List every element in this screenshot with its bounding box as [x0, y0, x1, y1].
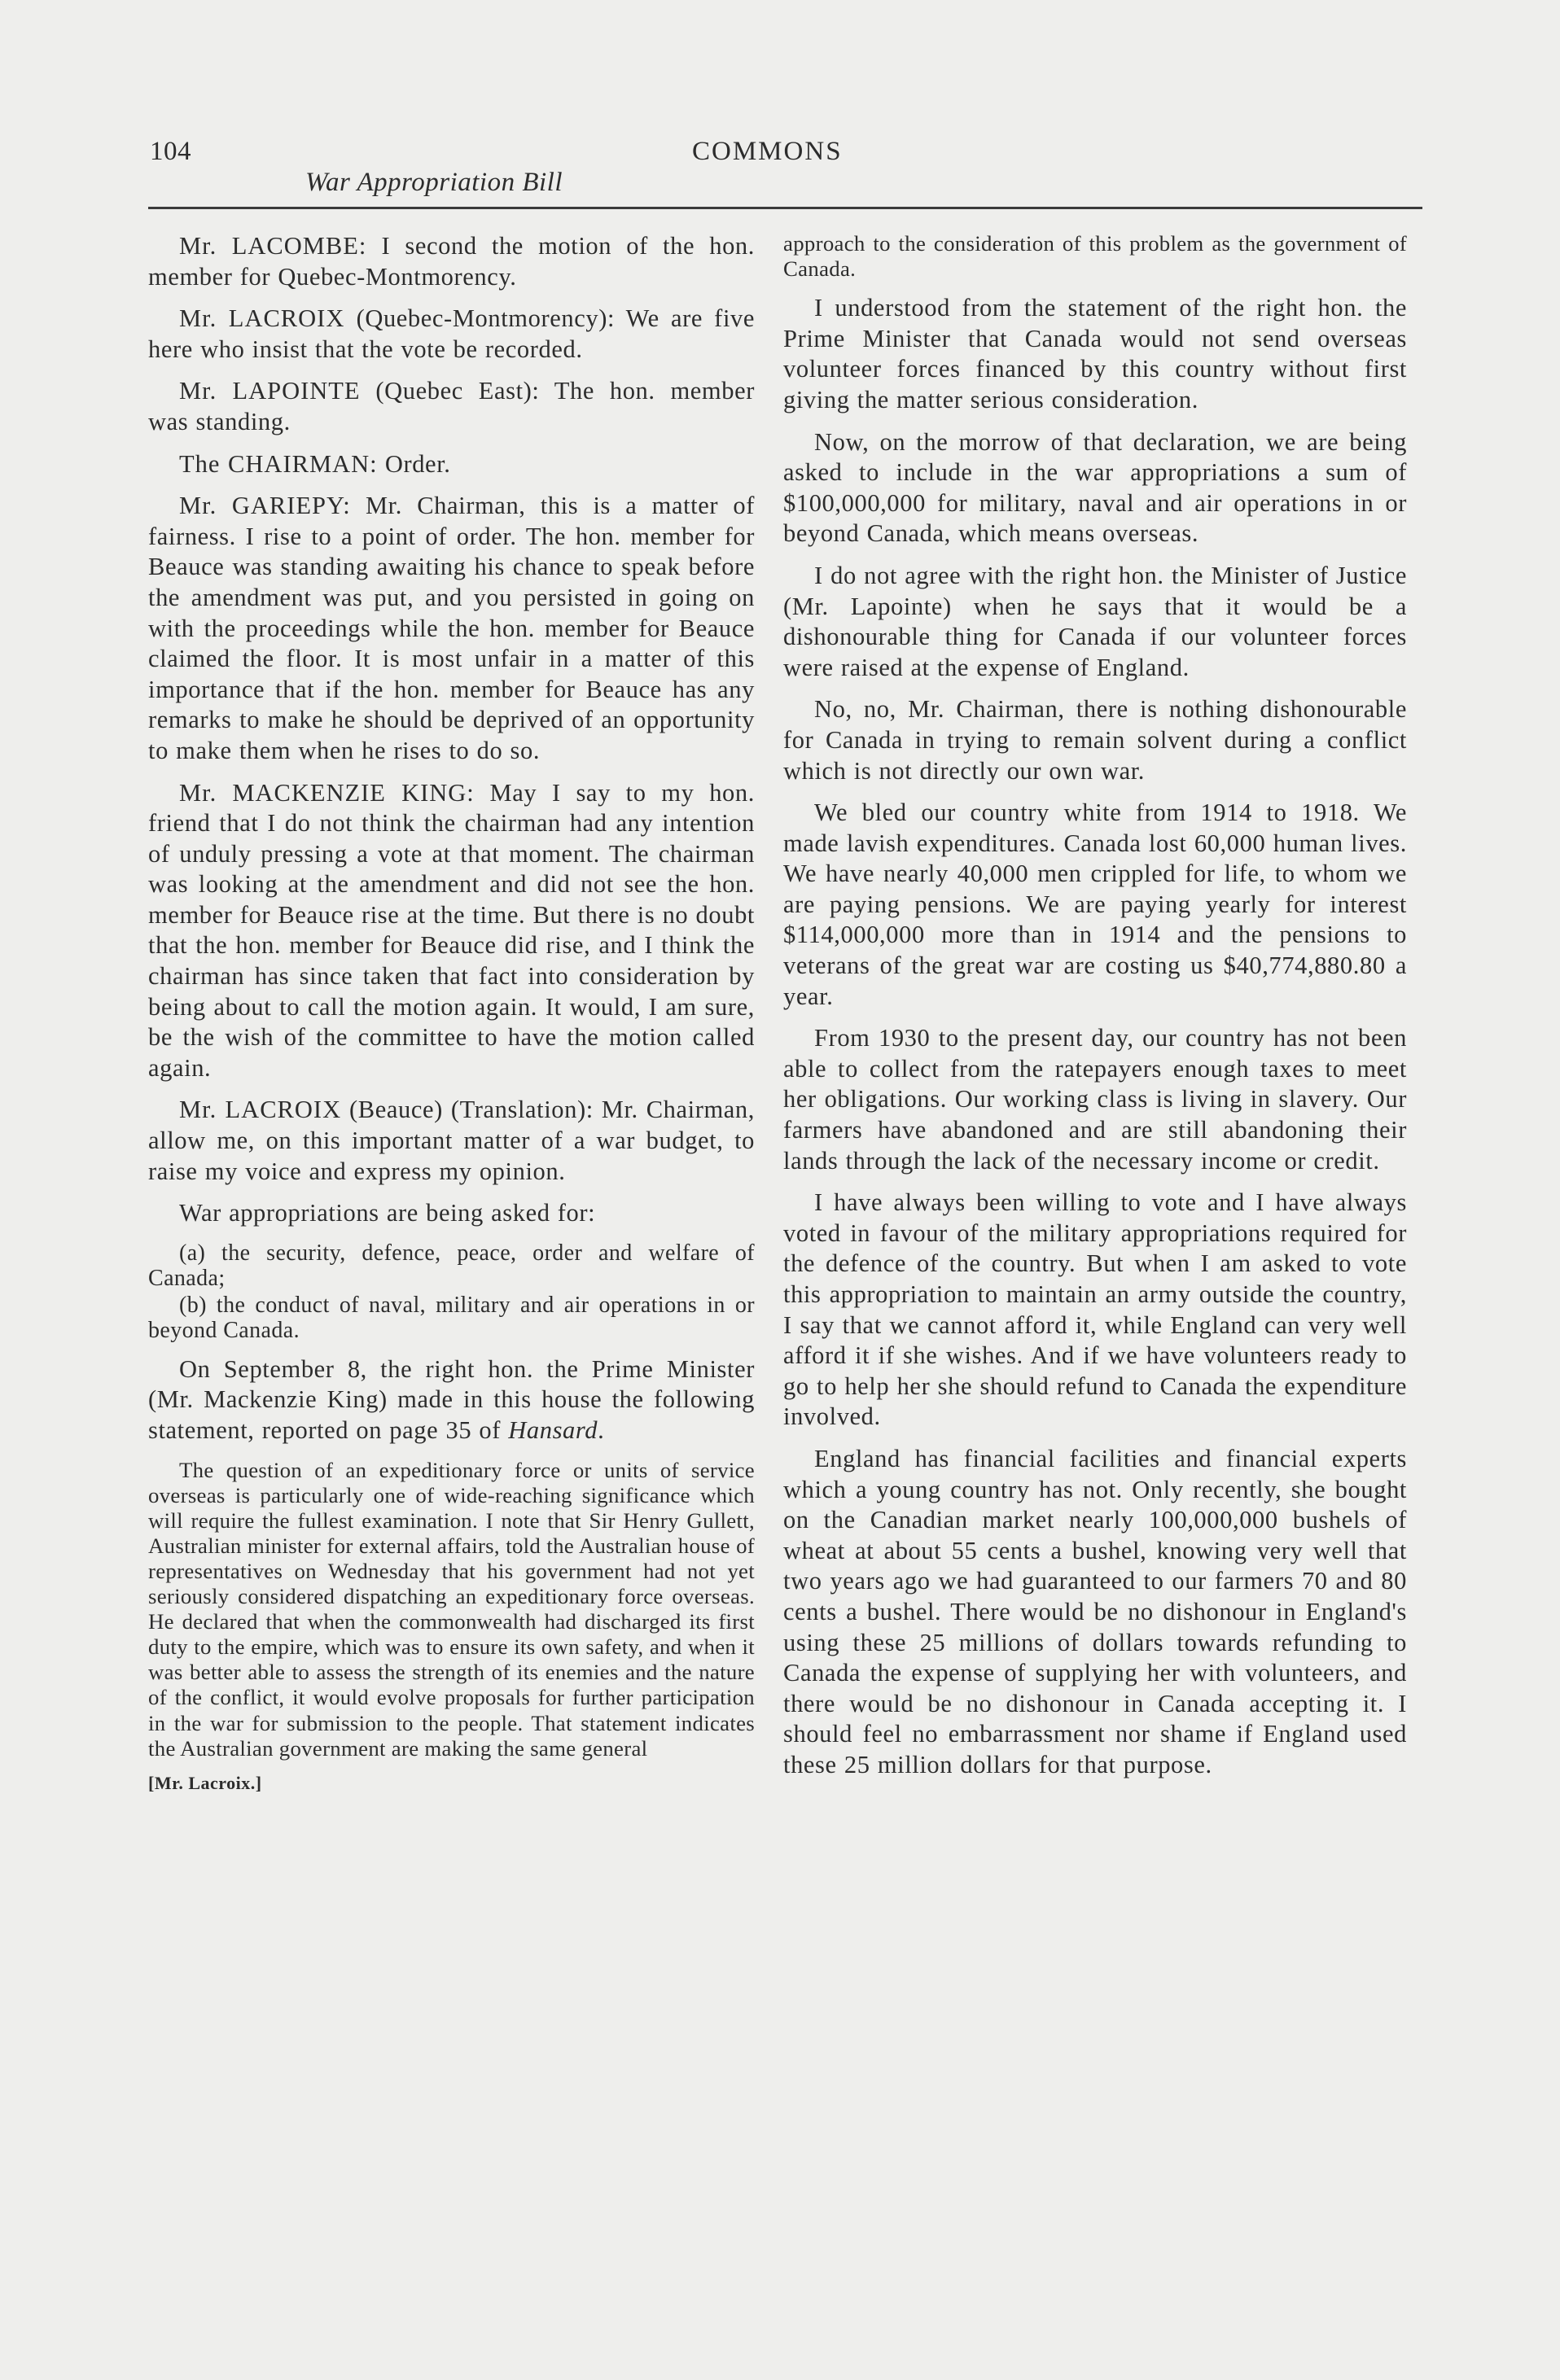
- paragraph: [148, 376, 755, 437]
- paragraph: [148, 1095, 755, 1187]
- hansard-reference: Hansard: [508, 1416, 598, 1444]
- right-column: [783, 231, 1407, 1792]
- speech-text: Mr. Chairman, this is a matter of fairness. I rise to a point of order. The hon. member for Beauce was standing awaiting his chance to speak before the amendment was put, and you persisted in going on with the proceedings while the hon. member for Beauce claimed the floor. It is most unfair in a matter of this importance that if the hon. member for Beauce has any remarks to make he should be deprived of an opportunity to make them when he rises to do so.: [148, 492, 755, 764]
- section-title: COMMONS: [692, 137, 843, 166]
- quoted-statement: The question of an expeditionary force or units of service overseas is particularly one of wide-reaching significance which will require the fullest examination. I note that Sir Henry Gullett, Australian minister for external affairs, told the Australian house of representatives on Wednesday that his government had not yet seriously considered dispatching an expeditionary force overseas. He declared that when the commonwealth had discharged its first duty to the empire, which was to ensure its own safety, and when it was better able to assess the strength of its enemies and the nature of the conflict, it would evolve proposals for further participation in the war for submission to the people. That statement indicates the Australian government are making the same general: [148, 1457, 755, 1761]
- paragraph: I understood from the statement of the right hon. the Prime Minister that Canada would not send overseas volunteer forces financed by this country without first giving the matter serious consideration.: [783, 294, 1407, 413]
- punctuation: .: [598, 1416, 605, 1444]
- paragraph: War appropriations are being asked for:: [179, 1199, 596, 1227]
- speaker-name: Mr. LAPOINTE: [179, 377, 361, 405]
- speech-text: (Beauce) (Translation): Mr. Chairman, allow me, on this important matter of a war budget, to raise my voice and express my opinion.: [148, 1096, 755, 1185]
- paragraph: From 1930 to the present day, our country has not been able to collect from the ratepayers enough taxes to meet her obligations. Our working class is living in slavery. Our farmers have abandoned and are still abandoning their lands through the lack of the necessary income or credit.: [783, 1024, 1407, 1175]
- speech-text: On September 8, the right hon. the Prime Minister (Mr. Mackenzie King) made in this house the following statement, reported on page 35 of: [148, 1354, 755, 1444]
- paragraph: I have always been willing to vote and I have always voted in favour of the military appropriations required for the defence of the country. But when I am asked to vote this appropriation to maintain an army outside the country, I say that we cannot afford it, while England can very well afford it if she wishes. And if we have volunteers ready to go to help her she should refund to Canada the expenditure involved.: [783, 1188, 1407, 1431]
- header-rule: [148, 207, 1422, 209]
- paragraph: [148, 449, 755, 480]
- paragraph: [148, 778, 755, 1084]
- speaker-name: The CHAIRMAN:: [179, 449, 378, 478]
- speaker-name: Mr. LACOMBE:: [179, 232, 367, 260]
- paragraph: England has financial facilities and financial experts which a young country has not. Only recently, she bought on the Canadian market nearly 100,000,000 bushels of wheat at about 55 cents a bushel, knowing very well that two years ago we had guaranteed to our farmers 70 and 80 cents a bushel. There would be no dishonour in England's using these 25 millions of dollars towards refunding to Canada the expense of supplying her with volunteers, and there would be no dishonour in Canada accepting it. I should feel no embarrassment nor shame if England used these 25 million dollars for that purpose.: [783, 1444, 1407, 1778]
- speech-text: (Quebec-Montmorency): We are five here who insist that the vote be recorded.: [148, 304, 755, 363]
- speaker-name: Mr. LACROIX: [179, 304, 345, 333]
- list-item: (b) the conduct of naval, military and air operations in or beyond Canada.: [148, 1292, 755, 1343]
- speech-text: (Quebec East): The hon. member was standing.: [148, 377, 755, 435]
- speaker-name: Mr. LACROIX: [179, 1096, 342, 1124]
- paragraph: [148, 231, 755, 292]
- paragraph: We bled our country white from 1914 to 1918. We made lavish expenditures. Canada lost 60,000 human lives. We have nearly 40,000 men crippled for life, to whom we are paying pensions. We are paying yearly for interest $114,000,000 more than in 1914 and the pensions to veterans of the great war are costing us $40,774,880.80 a year.: [783, 798, 1407, 1010]
- left-column: [148, 231, 755, 1794]
- paragraph: I do not agree with the right hon. the Minister of Justice (Mr. Lapointe) when he says that it would be a dishonourable thing for Canada if our volunteer forces were raised at the expense of England.: [783, 561, 1407, 681]
- speaker-name: Mr. MACKENZIE KING:: [179, 778, 475, 807]
- paragraph: Now, on the morrow of that declaration, we are being asked to include in the war appropriations a sum of $100,000,000 for military, naval and air operations in or beyond Canada, which means overseas.: [783, 427, 1407, 548]
- speech-text: I second the motion of the hon. member for Quebec-Montmorency.: [148, 232, 756, 291]
- paragraph: [148, 304, 755, 365]
- footer-speaker-note: [Mr. Lacroix.]: [148, 1772, 262, 1793]
- speech-text: May I say to my hon. friend that I do not think the chairman had any intention of unduly pressing a vote at that moment. The chairman was looking at the amendment and did not see the hon. member for Beauce rise at the time. But there is no doubt that the hon. member for Beauce did rise, and I think the chairman has since taken that fact into consideration by being about to call the motion again. It would, I am sure, be the wish of the committee to have the motion called again.: [148, 778, 755, 1082]
- running-title: War Appropriation Bill: [305, 168, 563, 197]
- appropriations-list: [148, 1240, 755, 1343]
- page-number: 104: [150, 137, 191, 166]
- speaker-name: Mr. GARIEPY:: [179, 492, 351, 520]
- paragraph: [148, 1354, 755, 1446]
- paragraph: [148, 491, 755, 766]
- quoted-statement-continued: approach to the consideration of this problem as the government of Canada.: [783, 231, 1407, 282]
- paragraph: No, no, Mr. Chairman, there is nothing dishonourable for Canada in trying to remain solvent during a conflict which is not directly our own war.: [783, 695, 1407, 785]
- page-header: [148, 135, 1422, 208]
- speech-text: Order.: [377, 449, 451, 478]
- list-item: (a) the security, defence, peace, order and welfare of Canada;: [148, 1240, 755, 1291]
